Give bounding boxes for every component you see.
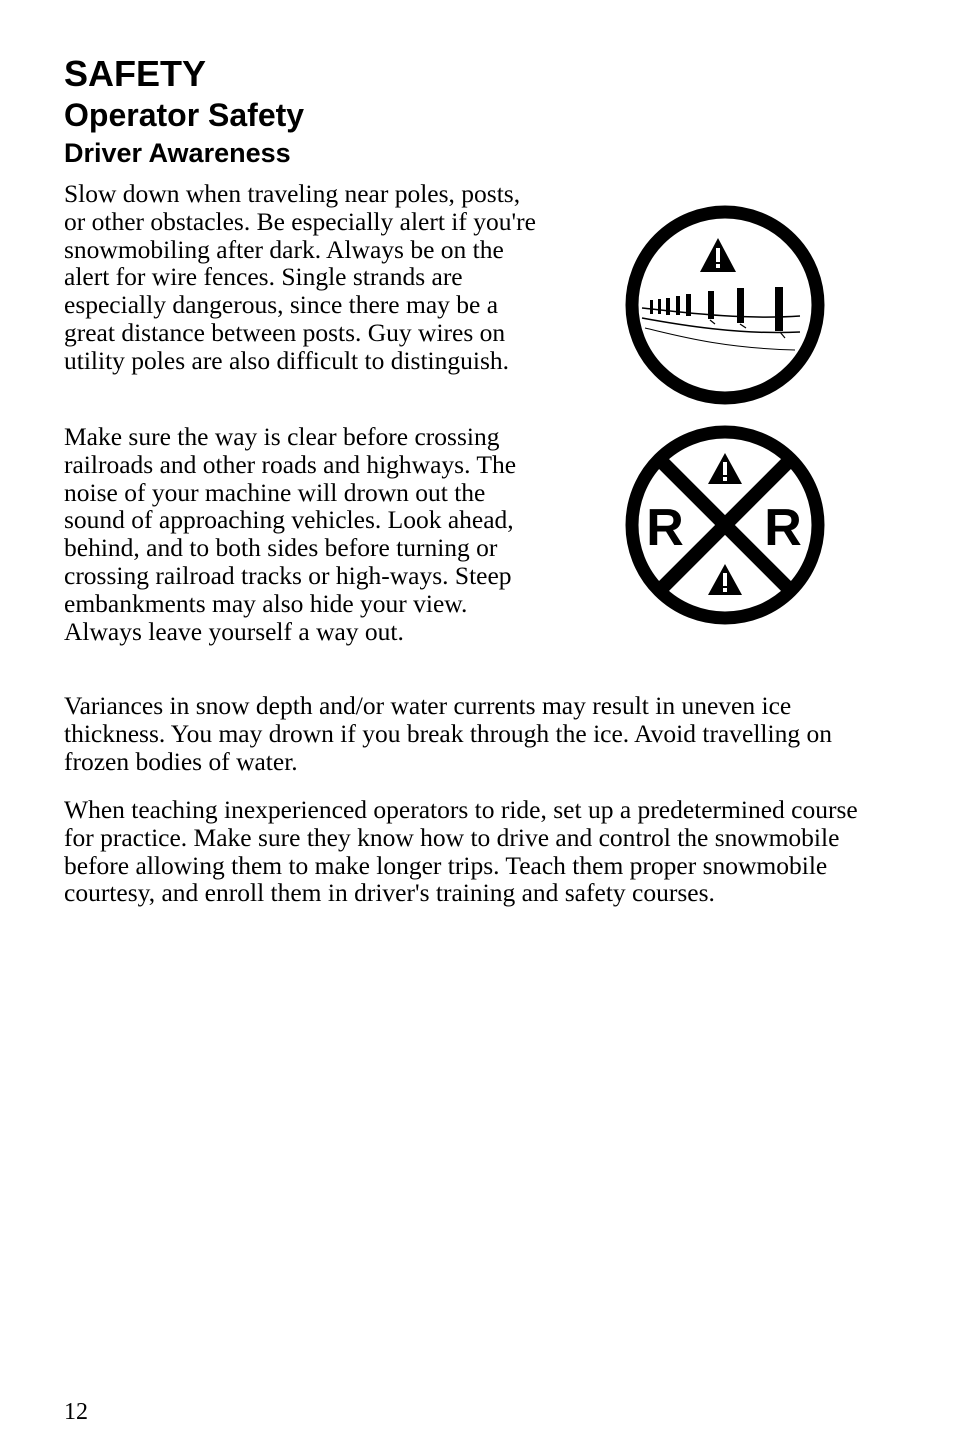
paragraph-ice: Variances in snow depth and/or water currents may result in uneven ice thickness. You may drown if you break through the ice. Avoid travelling on frozen bodies of water. [64,691,832,776]
railroad-letter-right: R [764,499,802,557]
subsection-title: Operator Safety [64,97,305,133]
topic-title: Driver Awareness [64,138,291,168]
railroad-letter-left: R [646,499,684,557]
paragraph-obstacles: Slow down when traveling near poles, posts, or other obstacles. Be especially alert if you're snowmobiling after dark. Always be on the alert for wire fences. Single strands are especially dangerous, since there may be a great distance between posts. Guy wires on utility poles are also difficult to distinguish. [64,179,536,375]
railroad-crossing-sign-icon [620,420,830,630]
page-number: 12 [64,1399,88,1425]
fence-warning-sign-icon [620,200,830,410]
section-title: SAFETY [64,53,207,94]
paragraph-crossings: Make sure the way is clear before crossing railroads and other roads and highways. The noise of your machine will drown out the sound of approaching vehicles. Look ahead, behind, and to both sides before turning or crossing railroad tracks or high-ways. Steep embankments may also hide your view. Always leave yourself a way out. [64,422,517,646]
paragraph-teaching: When teaching inexperienced operators to ride, set up a predetermined course for practice. Make sure they know how to drive and control the snowmobile before allowing them to make longer trips. Teach them proper snowmobile courtesy, and enroll them in driver's training and safety courses. [64,795,858,908]
